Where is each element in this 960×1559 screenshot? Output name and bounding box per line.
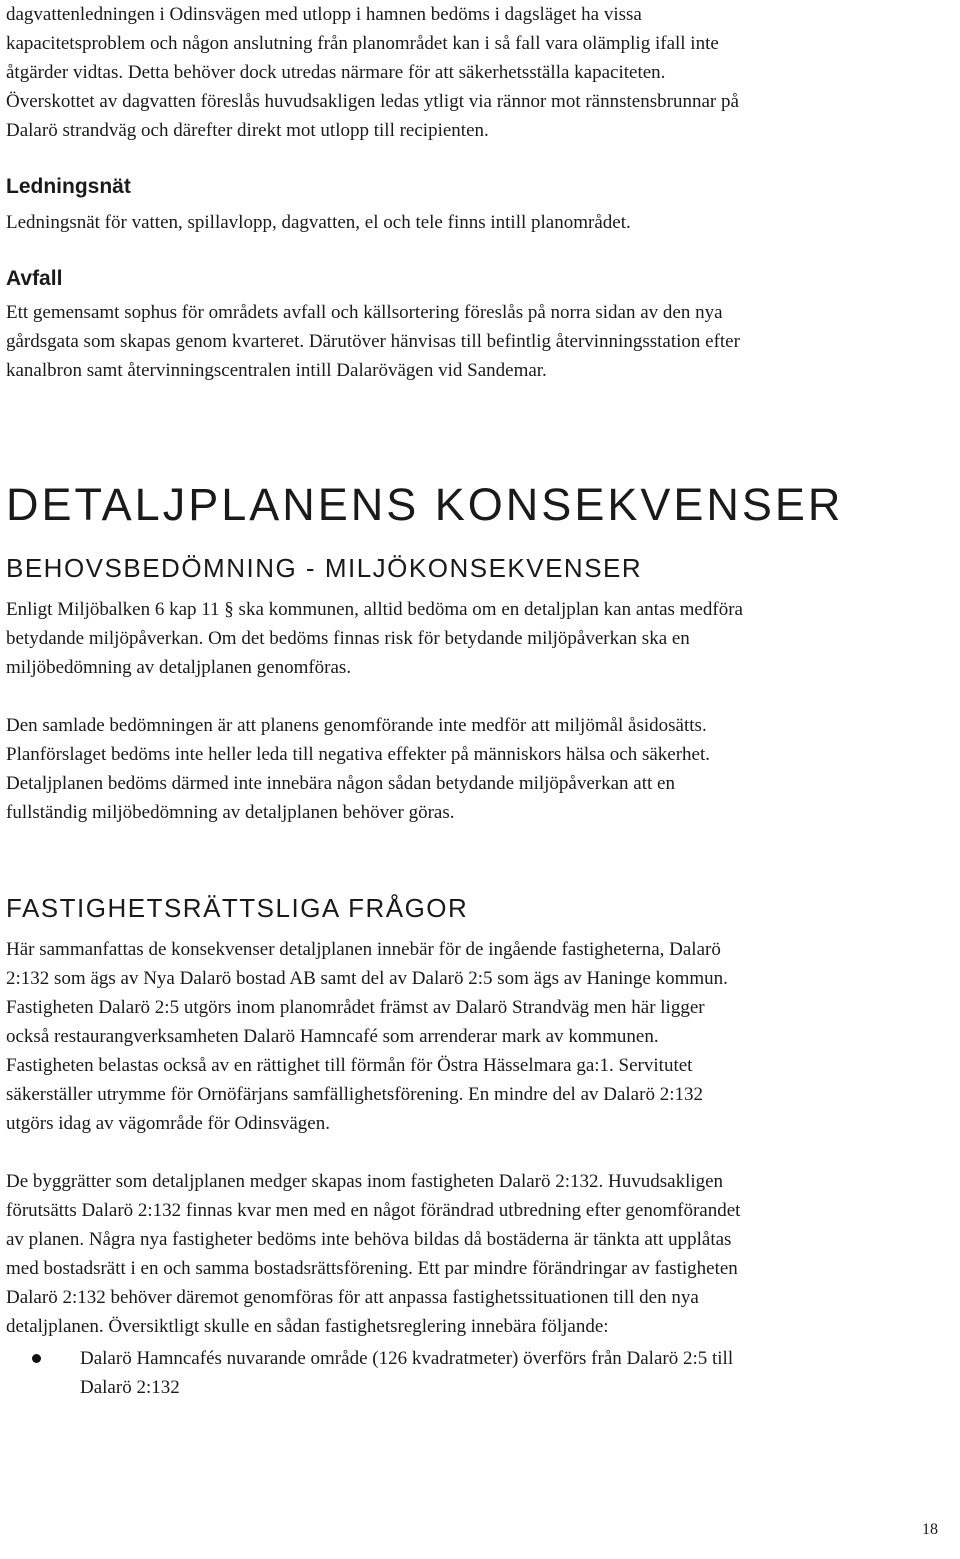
text-line: med bostadsrätt i en och samma bostadsrättsförening. Ett par mindre förändringar av fastigheten <box>6 1258 738 1279</box>
heading-avfall: Avfall <box>6 267 63 290</box>
text-line: detaljplanen. Översiktligt skulle en sådan fastighetsreglering innebära följande: <box>6 1316 609 1337</box>
page-number: 18 <box>922 1521 938 1538</box>
behov-paragraph-1 <box>6 595 956 682</box>
avfall-paragraph <box>6 298 956 385</box>
heading-behovsbedomning: BEHOVSBEDÖMNING - MILJÖKONSEKVENSER <box>6 553 643 583</box>
text-line: säkerställer utrymme för Ornöfärjans samfällighetsförening. En mindre del av Dalarö 2:132 <box>6 1084 703 1105</box>
document-page <box>6 0 956 1402</box>
text-line: åtgärder vidtas. Detta behöver dock utredas närmare för att säkerhetsställa kapaciteten. <box>6 62 666 83</box>
heading-fastighetsrattsliga: FASTIGHETSRÄTTSLIGA FRÅGOR <box>6 893 469 923</box>
text-line: De byggrätter som detaljplanen medger skapas inom fastigheten Dalarö 2:132. Huvudsakligen <box>6 1171 724 1192</box>
text-line: förutsätts Dalarö 2:132 finnas kvar men med en något förändrad utbredning efter genomförandet <box>6 1200 741 1221</box>
text-line: Dalarö 2:132 <box>80 1377 180 1398</box>
text-line: dagvattenledningen i Odinsvägen med utlopp i hamnen bedöms i dagsläget ha vissa <box>6 4 642 25</box>
text-line: Överskottet av dagvatten föreslås huvudsakligen ledas ytligt via rännor mot rännstensbrunnar på <box>6 91 739 112</box>
text-line: fullständig miljöbedömning av detaljplanen behöver göras. <box>6 802 455 823</box>
text-line: Planförslaget bedöms inte heller leda till negativa effekter på människors hälsa och säkerhet. <box>6 744 710 765</box>
heading-konsekvenser: DETALJPLANENS KONSEKVENSER <box>6 479 844 530</box>
intro-paragraph <box>6 0 956 145</box>
text-line: 2:132 som ägs av Nya Dalarö bostad AB samt del av Dalarö 2:5 som ägs av Haninge kommun. <box>6 968 728 989</box>
text-line: Ett gemensamt sophus för områdets avfall och källsortering föreslås på norra sidan av den nya <box>6 302 723 323</box>
text-line: Dalarö strandväg och därefter direkt mot utlopp till recipienten. <box>6 120 489 141</box>
text-line: kanalbron samt återvinningscentralen intill Dalarövägen vid Sandemar. <box>6 360 547 381</box>
bullet-icon <box>6 1344 80 1402</box>
list-item <box>6 1344 956 1402</box>
fastighet-paragraph-2 <box>6 1167 956 1341</box>
text-line: Dalarö Hamncafés nuvarande område (126 kvadratmeter) överförs från Dalarö 2:5 till <box>80 1348 734 1369</box>
text-line: miljöbedömning av detaljplanen genomföras. <box>6 657 352 678</box>
text-line: Enligt Miljöbalken 6 kap 11 § ska kommunen, alltid bedöma om en detaljplan kan antas medföra <box>6 599 743 620</box>
text-line: Detaljplanen bedöms därmed inte innebära någon sådan betydande miljöpåverkan att en <box>6 773 675 794</box>
text-line: gårdsgata som skapas genom kvarteret. Därutöver hänvisas till befintlig återvinningsstation efter <box>6 331 740 352</box>
behov-paragraph-2 <box>6 711 956 827</box>
text-line: utgörs idag av vägområde för Odinsvägen. <box>6 1113 330 1134</box>
text-line: Den samlade bedömningen är att planens genomförande inte medför att miljömål åsidosätts. <box>6 715 707 736</box>
text-line: kapacitetsproblem och någon anslutning från planområdet kan i så fall vara olämplig ifall inte <box>6 33 719 54</box>
text-line: av planen. Några nya fastigheter bedöms inte behöva bildas då bostäderna är tänkta att upplåtas <box>6 1229 732 1250</box>
text-line: betydande miljöpåverkan. Om det bedöms finnas risk för betydande miljöpåverkan ska en <box>6 628 690 649</box>
fastighet-paragraph-1 <box>6 935 956 1138</box>
ledningsnat-text: Ledningsnät för vatten, spillavlopp, dagvatten, el och tele finns intill planområdet. <box>6 212 631 233</box>
text-line: Fastigheten Dalarö 2:5 utgörs inom planområdet främst av Dalarö Strandväg men här ligger <box>6 997 705 1018</box>
text-line: Fastigheten belastas också av en rättighet till förmån för Östra Hässelmara ga:1. Servitutet <box>6 1055 693 1076</box>
heading-ledningsnat: Ledningsnät <box>6 175 131 198</box>
text-line: Här sammanfattas de konsekvenser detaljplanen innebär för de ingående fastigheterna, Dalarö <box>6 939 721 960</box>
text-line: också restaurangverksamheten Dalarö Hamncafé som arrenderar mark av kommunen. <box>6 1026 659 1047</box>
text-line: Dalarö 2:132 behöver däremot genomföras för att anpassa fastighetssituationen till den nya <box>6 1287 699 1308</box>
